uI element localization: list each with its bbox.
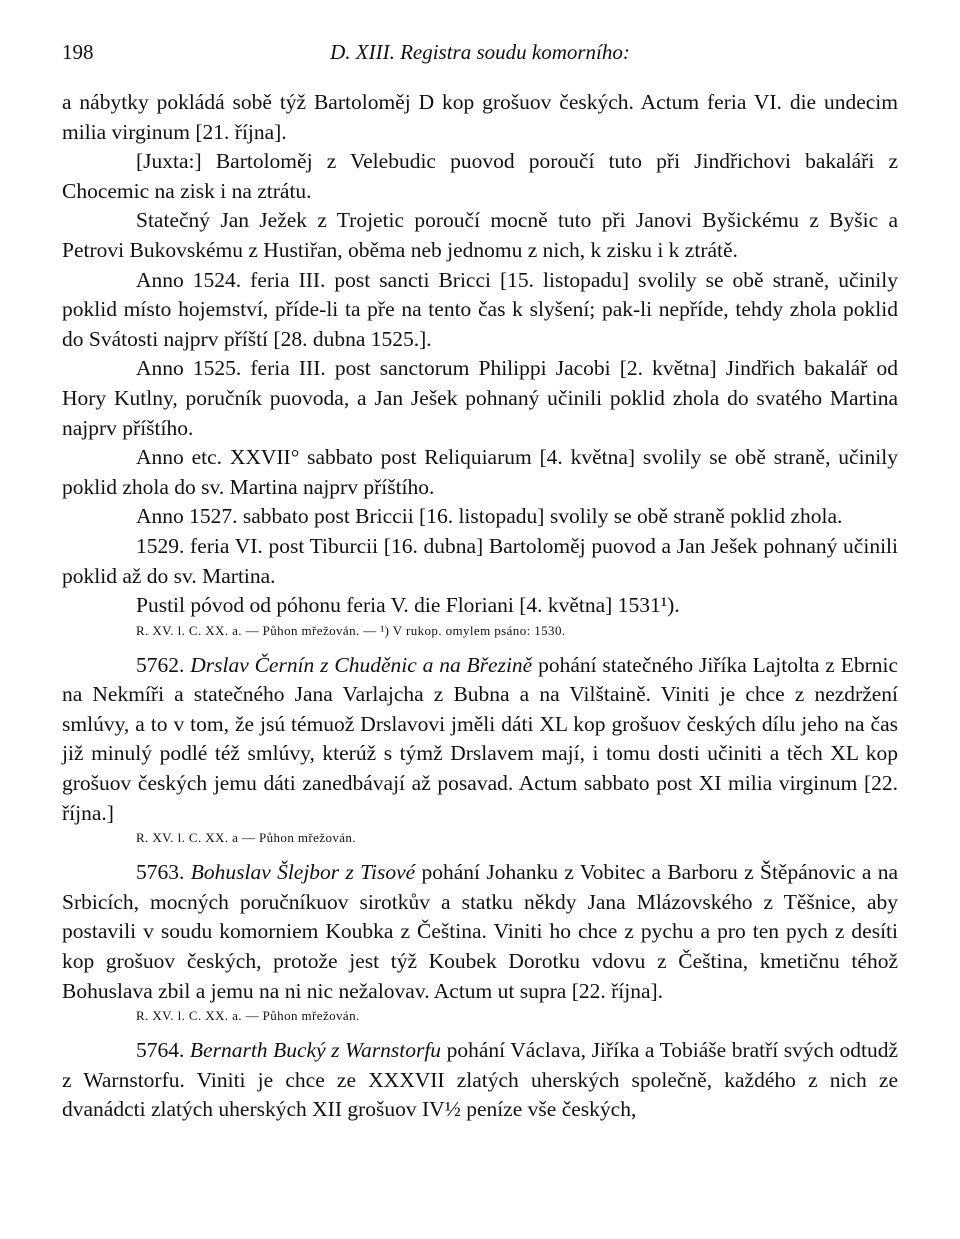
- entry-party: Bernarth Bucký z Warnstorfu: [189, 1038, 442, 1063]
- paragraph: a nábytky pokládá sobě týž Bartoloměj D kop grošuov českých. Actum feria VI. die undecim milia virginum [21. října].: [62, 90, 898, 144]
- paragraph: Anno etc. XXVII° sabbato post Reliquiarum [4. května] svolily se obě straně, učinily poklid zhola do sv. Martina najprv příštího.: [62, 445, 898, 499]
- reference-note: R. XV. l. C. XX. a. — Půhon mřežován. — ¹) V rukop. omylem psáno: 1530.: [136, 622, 566, 638]
- page-number: 198: [62, 40, 94, 64]
- entry-text: pohání Václava, Jiříka a Tobiáše bratří svých odtudž z Warnstorfu. Viniti je chce ze XXXVII zlatých uherských společně, každého z nich ze dvanádcti zlatých uherských XII grošuov IV½ peníze vše českých,: [62, 1038, 899, 1122]
- paragraph: Anno 1524. feria III. post sancti Bricci [15. listopadu] svolily se obě straně, učinily poklid místo hojemství, příde-li ta pře na tento čas k slyšení; pak-li nepříde, tehdy zhola poklid do Svátosti najprv příští [28. dubna 1525.].: [62, 267, 898, 351]
- page-body: [62, 88, 898, 1125]
- paragraph: 1529. feria VI. post Tiburcii [16. dubna] Bartoloměj puovod a Jan Ješek pohnaný učinili poklid až do sv. Martina.: [62, 533, 898, 588]
- paragraph: Anno 1525. feria III. post sanctorum Philippi Jacobi [2. května] Jindřich bakalář od Hory Kutlny, poručník puovoda, a Jan Ješek pohnaný učinili poklid zhola do svatého Martina najprv příštího.: [62, 356, 898, 440]
- running-title: D. XIII. Registra soudu komorního:: [330, 40, 630, 64]
- entry-number: 5763.: [136, 860, 185, 885]
- entry-5764: [62, 1036, 898, 1125]
- paragraph: Statečný Jan Ježek z Trojetic poroučí mocně tuto při Janovi Byšickému z Byšic a Petrovi Bukovskému z Hustiřan, oběma neb jednomu z nich, k zisku i k ztrátě.: [62, 208, 898, 262]
- entry-text: pohání statečného Jiříka Lajtolta z Ebrnic na Nekmíři a statečného Jana Varlajcha z Bubna a na Vilštaině. Viniti je chce z nezdržení smlúvy, a to v tom, že jsú témuož Drslavovi jměli dáti XL kop grošuov českých dílu jeho na čas již minulý podlé též smlúvy, kterúž s týmž Drslavem mají, i tomu dosti učiniti a těch XL kop grošuov českých jemu dáti zanedbávají až posavad. Actum sabbato post XI milia virginum [22. října.]: [62, 652, 898, 825]
- reference-note: R. XV. l. C. XX. a — Půhon mřežován.: [136, 830, 356, 846]
- entry-number: 5762.: [136, 652, 185, 677]
- page-header: [62, 40, 898, 70]
- paragraph: [Juxta:] Bartoloměj z Velebudic puovod poroučí tuto při Jindřichovi bakaláři z Chocemic na zisk i na ztrátu.: [62, 149, 898, 203]
- entry-party: Drslav Černín z Chuděnic a na Březině: [190, 652, 533, 677]
- entry-5763: [62, 858, 898, 1006]
- entry-5762: [62, 651, 898, 829]
- paragraph: Anno 1527. sabbato post Briccii [16. listopadu] svolily se obě straně poklid zhola.: [136, 504, 843, 529]
- entry-party: Bohuslav Šlejbor z Tisové: [190, 860, 416, 885]
- paragraph: Pustil póvod od póhonu feria V. die Floriani [4. května] 1531¹).: [136, 593, 680, 618]
- reference-note: R. XV. l. C. XX. a. — Půhon mřežován.: [136, 1008, 360, 1024]
- entry-number: 5764.: [136, 1038, 185, 1063]
- entry-text: pohání Johanku z Vobitec a Barboru z Štěpánovic a na Srbicích, mocných poručníkuov sirotkův a statku někdy Jana Mlázovského z Těšnice, aby postavili v soudu komorniem Koubka z Čeština. Viniti ho chce z pychu a pro ten pych z desíti kop grošuov českých, protože jest týž Koubek Dorotku vdovu z Čeština, kmetičnu téhož Bohuslava zbil a jemu na ni nic nežalovav. Actum ut supra [22. října].: [62, 860, 899, 1003]
